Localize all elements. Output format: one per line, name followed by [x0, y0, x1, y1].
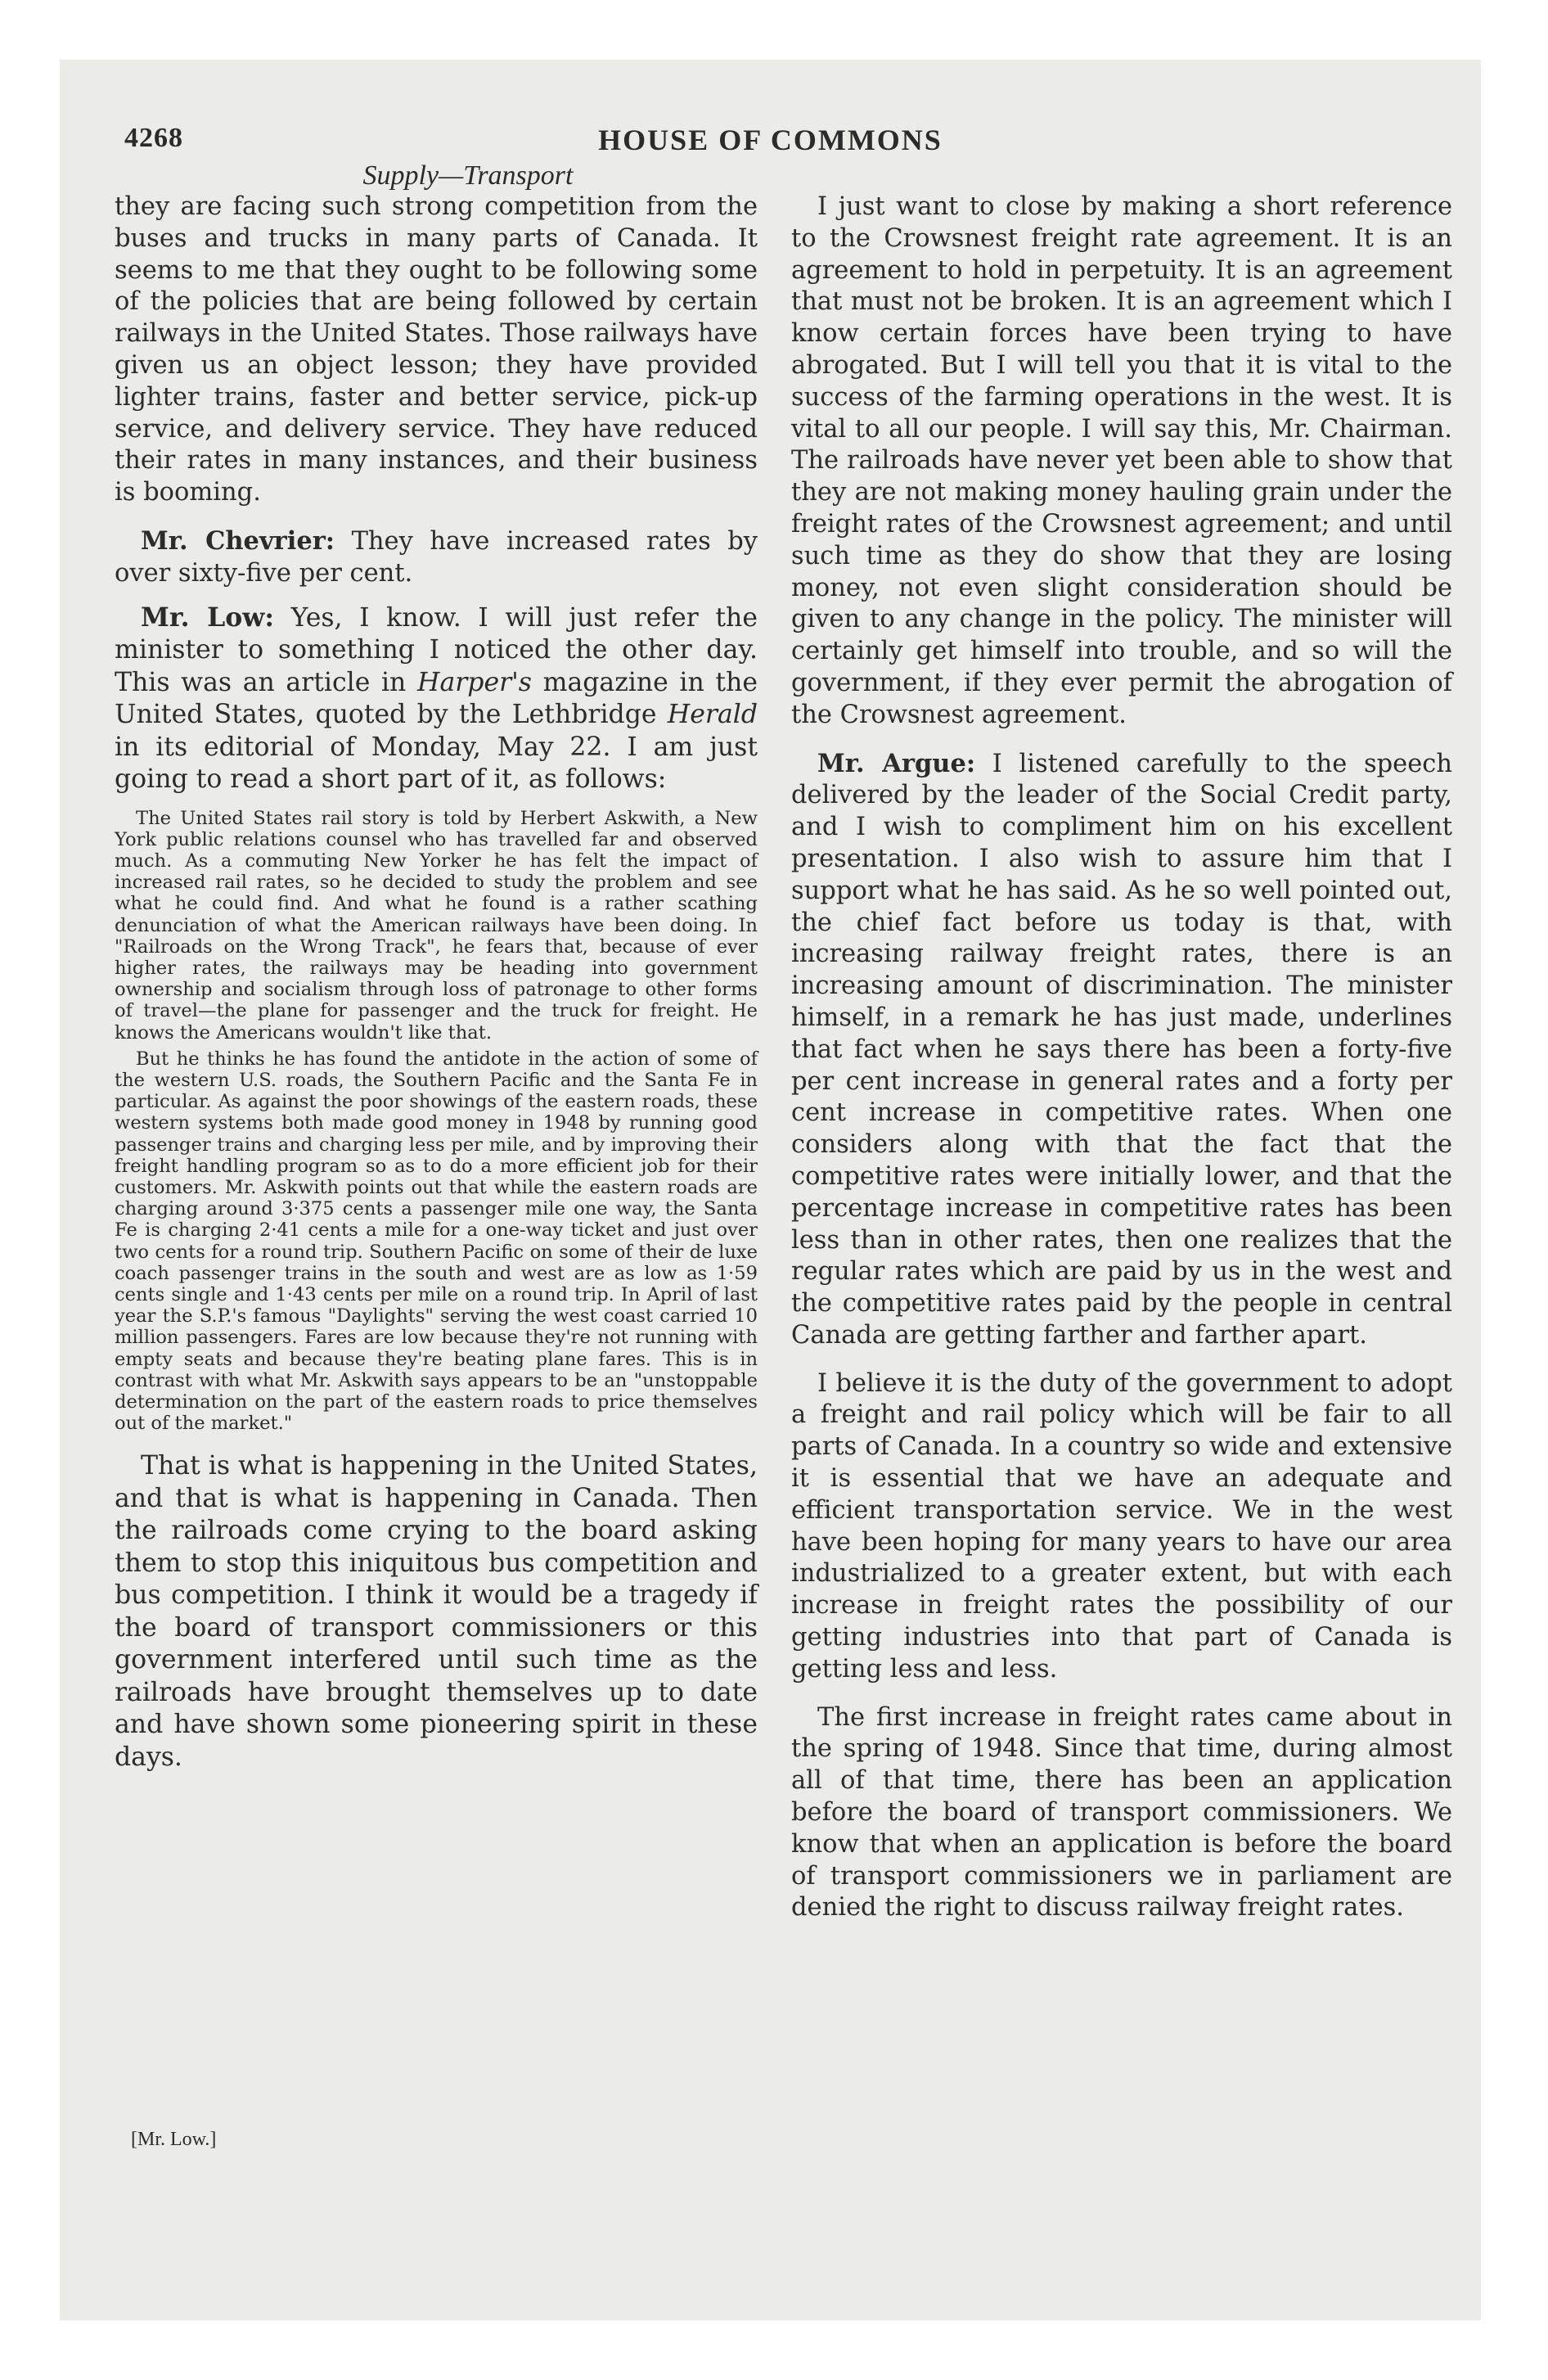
section-title: Supply—Transport	[362, 160, 574, 191]
speech-text: Yes, I know. I will just refer the minister to something I noticed the other day. This was an article in	[115, 602, 758, 697]
right-paragraph-1: I just want to close by making a short reference to the Crowsnest freight rate agreement. It is an agreement to hold in perpetuity. It is an agreement that must not be broken. It is an agreement which I know certain forces have been trying to have abrogated. But I will tell you that it is vital to the success of the farming operations in the west. It is vital to all our people. I will say this, Mr. Chairman. The railroads have never yet been able to show that they are not making money hauling grain under the freight rates of the Crowsnest agreement; and until such time as they do show that they are losing money, not even slight consideration should be given to any change in the policy. The minister will certainly get himself into trouble, and so will the government, if they ever permit the abrogation of the Crowsnest agreement.	[791, 192, 1452, 729]
speech-text: magazine in the United States, quoted by the Lethbridge	[115, 667, 758, 730]
right-column	[791, 192, 1452, 1941]
page-number: 4268	[124, 123, 183, 153]
speech-text: I listened carefully to the speech delivered by the leader of the Social Credit party, and I wish to compliment him on his excellent presentation. I also wish to assure him that I support what he has said. As he so well pointed out, the chief fact before us today is that, with increasing railway freight rates, there is an increasing amount of discrimination. The minister himself, in a remark he has just made, underlines that fact when he says there has been a forty-five per cent increase in general rates and a forty per cent increase in competitive rates. When one considers along with that the fact that the competitive rates were initially lower, and that the percentage increase in competitive rates has been less than in other rates, then one realizes that the regular rates which are paid by us in the west and the competitive rates paid by the people in central Canada are getting farther and farther apart.	[791, 749, 1452, 1350]
italic-publication: Herald	[667, 700, 758, 730]
speech-text: in its editorial of Monday, May 22. I am just going to read a short part of it, as follows:	[115, 732, 758, 795]
speech-text: They have increased rates by over sixty-five per cent.	[115, 526, 758, 588]
block-quote-2: But he thinks he has found the antidote in the action of some of the western U.S. roads, the Southern Pacific and the Santa Fe in particular. As against the poor showings of the eastern roads, these western systems both made good money in 1948 by running good passenger trains and charging less per mile, and by improving their freight handling program so as to do a more efficient job for their customers. Mr. Askwith points out that while the eastern roads are charging around 3·375 cents a passenger mile one way, the Santa Fe is charging 2·41 cents a mile for a one-way ticket and just over two cents for a round trip. Southern Pacific on some of their de luxe coach passenger trains in the south and west are as low as 1·59 cents single and 1·43 cents per mile on a round trip. In April of last year the S.P.'s famous "Daylights" serving the west coast carried 10 million passengers. Fares are low because they're not running with empty seats and because they're beating plane fares. This is in contrast with what Mr. Askwith says appears to be an "unstoppable determination on the part of the eastern roads to price themselves out of the market."	[115, 1048, 758, 1435]
speaker-attribution: [Mr. Low.]	[131, 2129, 217, 2150]
right-paragraph-3: I believe it is the duty of the government to adopt a freight and rail policy which will be fair to all parts of Canada. In a country so wide and extensive it is essential that we have an adequate and efficient transportation service. We in the west have been hoping for many years to have our area industrialized to a greater extent, but with each increase in freight rates the possibility of our getting industries into that part of Canada is getting less and less.	[791, 1368, 1452, 1684]
block-quote-1: The United States rail story is told by Herbert Askwith, a New York public relations counsel who has travelled far and observed much. As a commuting New Yorker he has felt the impact of increased rail rates, so he decided to study the problem and see what he could find. And what he found is a rather scathing denunciation of what the American railways have been doing. In "Railroads on the Wrong Track", he fears that, because of ever higher rates, the railways may be heading into government ownership and socialism through loss of patronage to other forms of travel—the plane for passenger and the truck for freight. He knows the Americans wouldn't like that.	[115, 807, 758, 1044]
left-paragraph-4: That is what is happening in the United States, and that is what is happening in Canada. Then the railroads come crying to the board asking them to stop this iniquitous bus competition and bus competition. I think it would be a tragedy if the board of transport commissioners or this government interfered until such time as the railroads have brought themselves up to date and have shown some pioneering spirit in these days.	[115, 1451, 758, 1772]
right-paragraph-4: The first increase in freight rates came about in the spring of 1948. Since that time, during almost all of that time, there has been an application before the board of transport commissioners. We know that when an application is before the board of transport commissioners we in parliament are denied the right to discuss railway freight rates.	[791, 1702, 1452, 1922]
left-paragraph-1: they are facing such strong competition from the buses and trucks in many parts of Canada. It seems to me that they ought to be following some of the policies that are being followed by certain railways in the United States. Those railways have given us an object lesson; they have provided lighter trains, faster and better service, pick-up service, and delivery service. They have reduced their rates in many instances, and their business is booming.	[115, 192, 758, 507]
right-paragraph-argue	[791, 748, 1452, 1352]
speaker-name: Mr. Low:	[141, 602, 275, 633]
italic-publication: Harper's	[416, 667, 532, 697]
speaker-name: Mr. Chevrier:	[141, 525, 335, 556]
running-title: HOUSE OF COMMONS	[598, 124, 943, 156]
left-paragraph-low	[115, 602, 758, 796]
left-paragraph-chevrier	[115, 525, 758, 590]
page-header	[60, 123, 1481, 156]
speaker-name: Mr. Argue:	[817, 748, 976, 778]
left-column	[115, 192, 758, 1790]
